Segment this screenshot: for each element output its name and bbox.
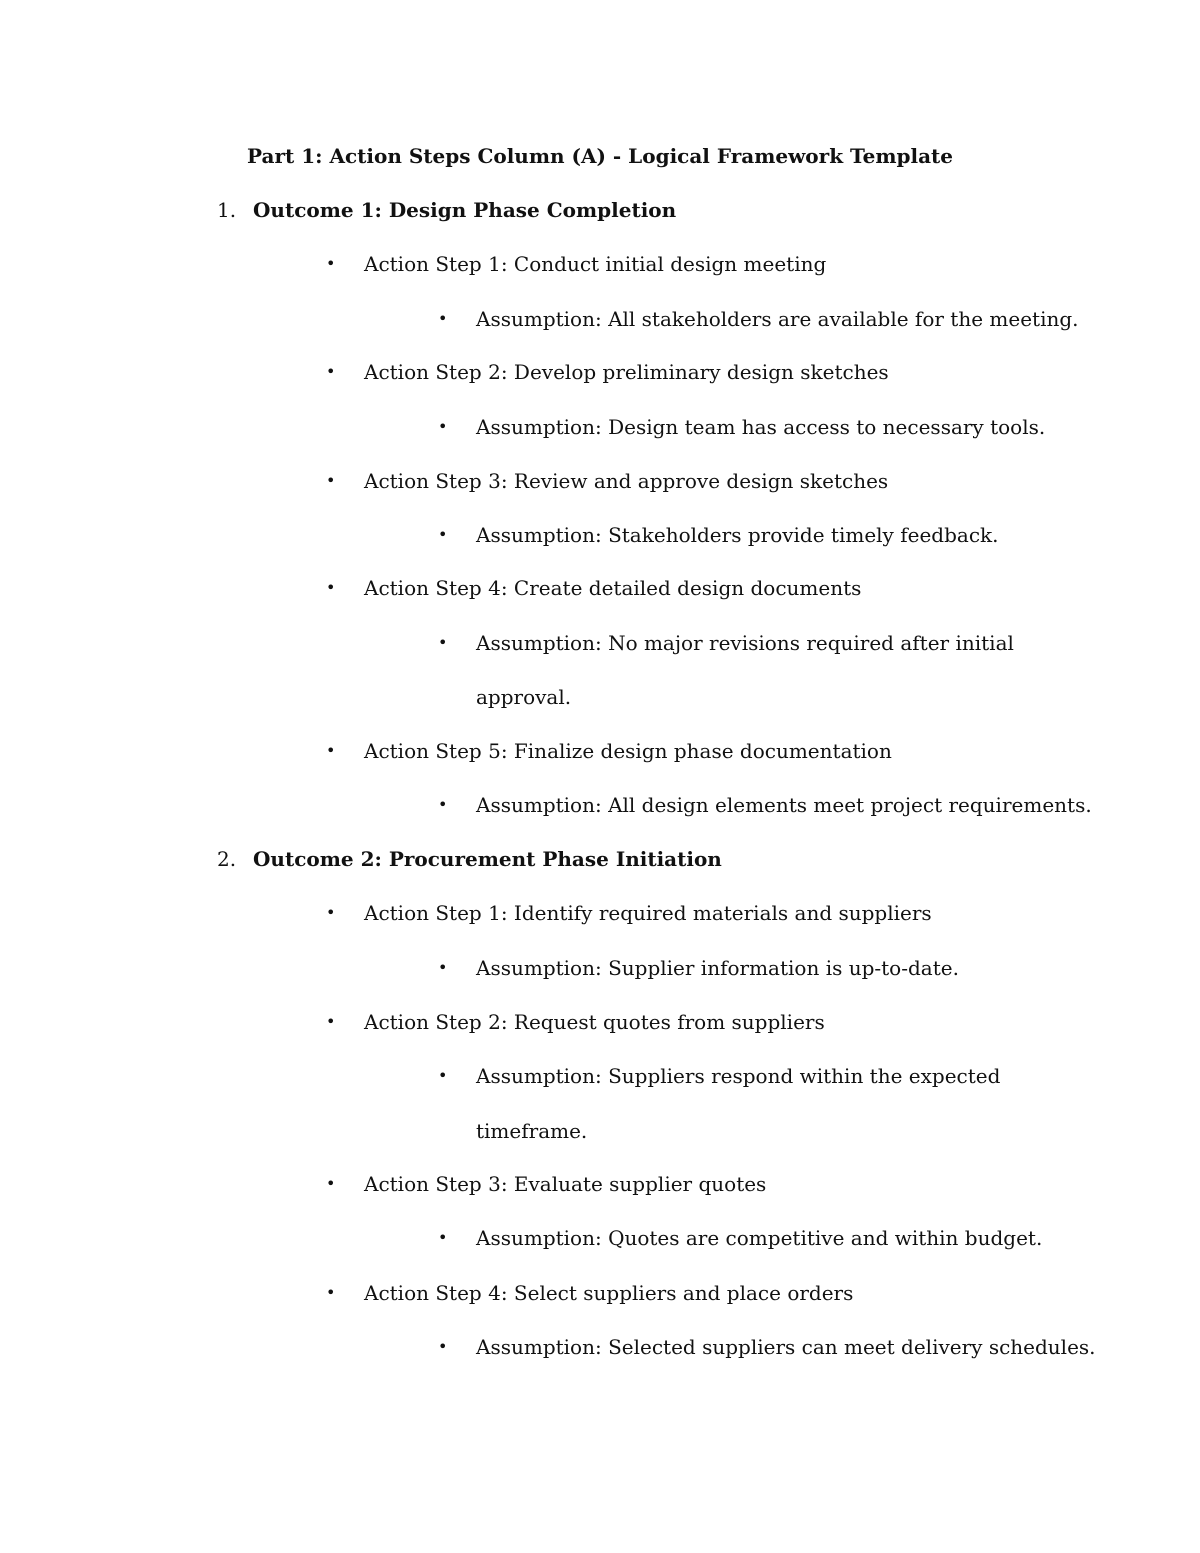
assumption-text: Assumption: Quotes are competitive and within budget. — [476, 1226, 1043, 1250]
bullet-icon: • — [438, 525, 448, 544]
bullet-icon: • — [326, 1012, 336, 1031]
assumption-text: Assumption: Suppliers respond within the expected — [476, 1064, 1001, 1088]
action-step-text: Action Step 1: Identify required materials and suppliers — [364, 901, 932, 925]
assumption-text: Assumption: Supplier information is up-to-date. — [476, 956, 959, 980]
bullet-icon: • — [438, 1228, 448, 1247]
assumption — [438, 521, 999, 549]
action-step — [326, 250, 826, 278]
bullet-icon: • — [326, 1174, 336, 1193]
action-step — [326, 574, 861, 602]
action-step-text: Action Step 2: Request quotes from suppliers — [364, 1010, 825, 1034]
action-step-text: Action Step 5: Finalize design phase documentation — [364, 739, 892, 763]
assumption-continuation: approval. — [476, 685, 572, 709]
action-step — [326, 358, 889, 386]
assumption-text: Assumption: No major revisions required after initial — [476, 631, 1014, 655]
bullet-icon: • — [326, 471, 336, 490]
list-number: 1. — [217, 198, 237, 222]
bullet-icon: • — [326, 741, 336, 760]
assumption — [438, 1224, 1042, 1252]
bullet-icon: • — [326, 254, 336, 273]
action-step — [326, 1008, 825, 1036]
assumption — [438, 791, 1092, 819]
outcome-heading — [217, 196, 676, 224]
bullet-icon: • — [438, 795, 448, 814]
action-step — [326, 737, 892, 765]
page-title: Part 1: Action Steps Column (A) - Logical Framework Template — [247, 144, 953, 168]
action-step-text: Action Step 4: Select suppliers and place orders — [364, 1281, 854, 1305]
action-step-text: Action Step 3: Evaluate supplier quotes — [364, 1172, 767, 1196]
list-number: 2. — [217, 847, 237, 871]
bullet-icon: • — [438, 1337, 448, 1356]
outcome-heading — [217, 845, 722, 873]
assumption-text: Assumption: All design elements meet project requirements. — [476, 793, 1092, 817]
bullet-icon: • — [326, 362, 336, 381]
assumption-text: Assumption: Selected suppliers can meet delivery schedules. — [476, 1335, 1096, 1359]
assumption-continuation: timeframe. — [476, 1119, 588, 1143]
assumption — [438, 413, 1045, 441]
assumption-text: Assumption: Design team has access to necessary tools. — [476, 415, 1046, 439]
action-step — [326, 1170, 766, 1198]
bullet-icon: • — [326, 903, 336, 922]
action-step-text: Action Step 4: Create detailed design documents — [364, 576, 862, 600]
assumption-text: Assumption: Stakeholders provide timely feedback. — [476, 523, 999, 547]
bullet-icon: • — [438, 633, 448, 652]
assumption — [438, 1062, 1000, 1090]
assumption — [438, 305, 1079, 333]
assumption — [438, 629, 1014, 657]
action-step-text: Action Step 3: Review and approve design sketches — [364, 469, 889, 493]
bullet-icon: • — [438, 309, 448, 328]
action-step — [326, 467, 888, 495]
outcome-label: Outcome 2: Procurement Phase Initiation — [253, 847, 722, 871]
outcome-label: Outcome 1: Design Phase Completion — [253, 198, 677, 222]
bullet-icon: • — [326, 1283, 336, 1302]
action-step-text: Action Step 2: Develop preliminary design sketches — [364, 360, 889, 384]
assumption-text: Assumption: All stakeholders are available for the meeting. — [476, 307, 1079, 331]
bullet-icon: • — [326, 578, 336, 597]
bullet-icon: • — [438, 1066, 448, 1085]
action-step — [326, 899, 932, 927]
assumption — [438, 1333, 1096, 1361]
assumption — [438, 954, 959, 982]
action-step — [326, 1279, 853, 1307]
bullet-icon: • — [438, 958, 448, 977]
action-step-text: Action Step 1: Conduct initial design meeting — [364, 252, 827, 276]
bullet-icon: • — [438, 417, 448, 436]
